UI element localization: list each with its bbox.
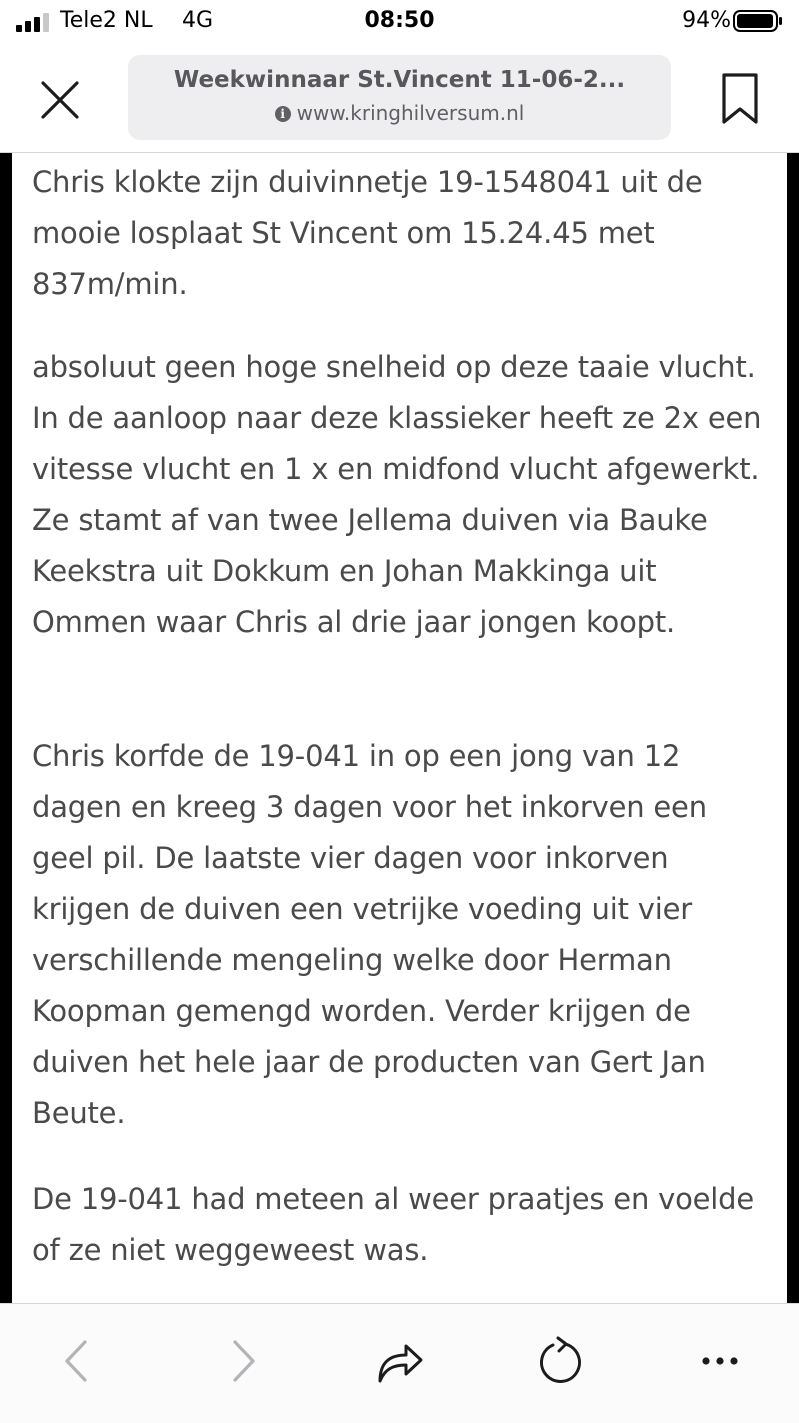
content-frame <box>0 153 799 1303</box>
url-display <box>128 101 671 125</box>
article-paragraph-4: De 19-041 had meteen al weer praatjes en voelde of ze niet weggeweest was. <box>32 1182 755 1267</box>
close-icon[interactable] <box>38 78 82 122</box>
bottom-toolbar <box>0 1303 799 1423</box>
more-icon[interactable] <box>696 1336 746 1386</box>
bookmark-icon[interactable] <box>720 72 760 126</box>
info-icon: i <box>275 106 291 122</box>
article-paragraph-1: Chris klokte zijn duivinnetje 19-1548041 uit de mooie losplaat St Vincent om 15.24.45 met 837m/min. <box>32 165 703 301</box>
clock: 08:50 <box>364 8 435 33</box>
status-bar <box>0 0 799 46</box>
reload-icon[interactable] <box>535 1336 585 1386</box>
back-icon[interactable] <box>52 1336 102 1386</box>
article-paragraph-2: absoluut geen hoge snelheid op deze taaie vlucht. In de aanloop naar deze klassieker heeft ze 2x een vitesse vlucht en 1 x en midfond vlucht afgewerkt. Ze stamt af van twee Jellema duiven via Bauke Keekstra uit Dokkum en Johan Makkinga uit Ommen waar Chris al drie jaar jongen koopt. <box>32 350 762 639</box>
address-bar[interactable] <box>128 55 671 140</box>
share-icon[interactable] <box>374 1336 424 1386</box>
article-body[interactable] <box>12 153 787 1303</box>
network-type: 4G <box>182 8 214 33</box>
battery-percentage: 94% <box>682 8 731 33</box>
battery-icon <box>733 10 783 32</box>
url-text: www.kringhilversum.nl <box>296 101 525 125</box>
page-title: Weekwinnaar St.Vincent 11-06-2... <box>173 67 626 93</box>
article-paragraph-3: Chris korfde de 19-041 in op een jong van 12 dagen en kreeg 3 dagen voor het inkorven een geel pil. De laatste vier dagen voor inkorven krijgen de duiven een vetrijke voeding uit vier verschillende mengeling welke door Herman Koopman gemengd worden. Verder krijgen de duiven het hele jaar de producten van Gert Jan Beute. <box>32 739 707 1130</box>
forward-icon[interactable] <box>218 1336 268 1386</box>
carrier-name: Tele2 NL <box>60 8 153 33</box>
